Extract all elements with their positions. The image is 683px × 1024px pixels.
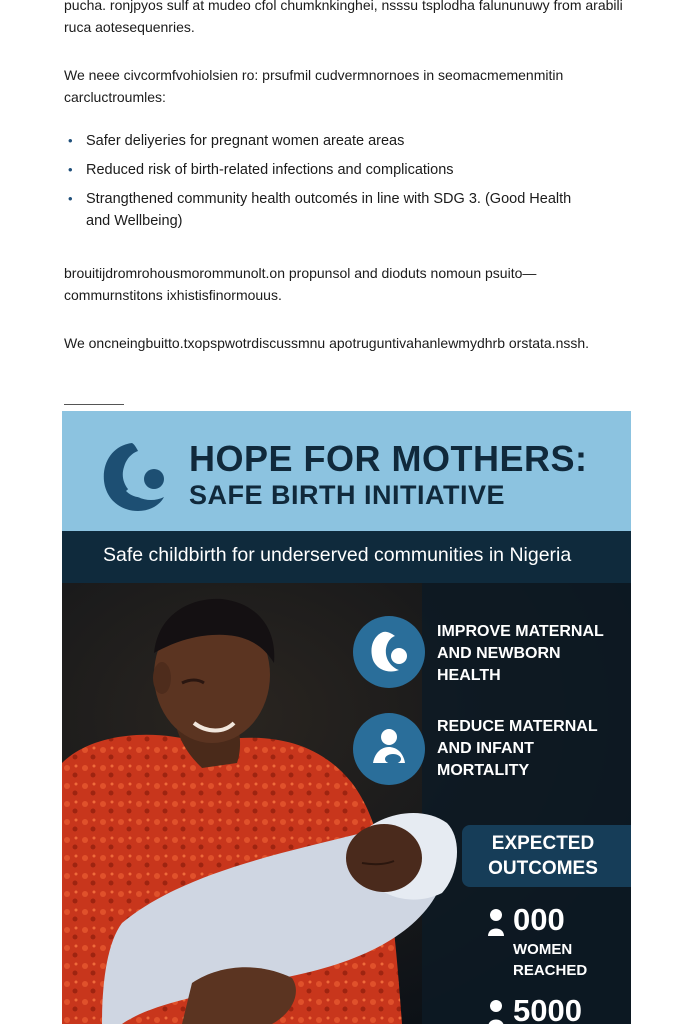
mother-infant-icon xyxy=(353,713,425,785)
person-icon xyxy=(486,999,506,1024)
list-item: • Reduced risk of birth-related infections and complications xyxy=(64,159,584,181)
poster-title: HOPE FOR MOTHERS: xyxy=(189,438,588,479)
stat-women-reached-value: 000 xyxy=(513,902,565,937)
expected-outcomes-box xyxy=(462,825,631,887)
person-icon xyxy=(486,908,506,938)
mother-child-logo-icon xyxy=(98,439,170,515)
divider xyxy=(64,404,124,405)
paragraph-intro: pucha. ronjpyos sulf at mudeo cfol chumknkinghei, nsssu tsplodha falununuwy from arabili ruca aotesequenries. xyxy=(64,0,623,35)
list-item: • Safer deliyeries for pregnant women areate areas xyxy=(64,130,584,152)
poster-subtitle: SAFE BIRTH INITIATIVE xyxy=(189,480,506,510)
mother-baby-icon xyxy=(353,616,425,688)
paragraph-need: We neee civcormfvohiolsien ro: prsufmil cudvermnornoes in seomacmemenmitin carcluctroumles: xyxy=(64,67,564,105)
feature-improve-health: IMPROVE MATERNAL AND NEWBORN HEALTH xyxy=(437,623,604,684)
tagline-bar xyxy=(62,531,631,583)
stat-women-reached-label: WOMEN REACHED xyxy=(513,941,588,979)
campaign-poster xyxy=(62,411,631,1024)
poster-tagline: Safe childbirth for underserved communities in Nigeria xyxy=(103,544,572,566)
feature-reduce-mortality: REDUCE MATERNAL AND INFANT MORTALITY xyxy=(437,718,598,779)
stat-second-value: 5000 xyxy=(513,993,582,1024)
paragraph-closing: We oncneingbuitto.txopspwotrdiscussmnu apotruguntivahanlewmydhrb orstata.nssh. xyxy=(64,335,590,351)
expected-outcomes-title: EXPECTED OUTCOMES xyxy=(488,833,598,879)
paragraph-partners: brouitijdromrohousmorommunolt.on propunsol and dioduts nomoun psuito— commurnstitons ixhistisfinormouus. xyxy=(64,265,537,303)
poster-header xyxy=(62,411,631,531)
benefits-list xyxy=(64,130,584,239)
list-item: • Strangthened community health outcomés in line with SDG 3. (Good Health and Wellbeing) xyxy=(64,188,584,232)
